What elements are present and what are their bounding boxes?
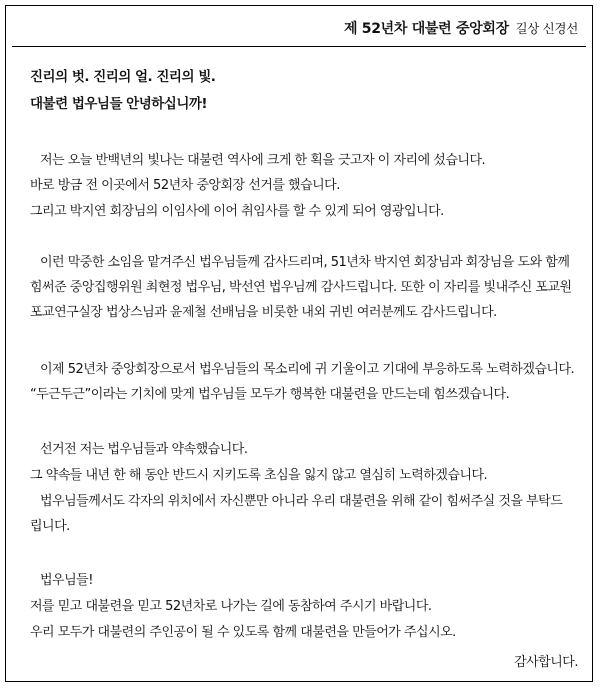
paragraph-5-line-2: 저를 믿고 대불련을 믿고 52년차로 나가는 길에 동참하여 주시기 바랍니다.	[30, 599, 432, 614]
paragraph-2-line-1: 이런 막중한 소임을 맡겨주신 법우님들께 감사드리며, 51년차 박지연 회장님과 회장님을 도와 함께	[40, 255, 570, 270]
document-header	[344, 18, 578, 38]
greeting-line-1: 진리의 벗. 진리의 얼. 진리의 빛.	[30, 69, 216, 85]
header-subtitle: 길상 신경선	[515, 21, 578, 36]
paragraph-2-line-3: 포교연구실장 법상스님과 윤제철 선배님을 비롯한 내외 귀빈 여러분께도 감사드립니다.	[30, 305, 497, 320]
paragraph-5-line-3: 우리 모두가 대불련의 주인공이 될 수 있도록 함께 대불련을 만들어가 주십시오.	[30, 625, 456, 640]
paragraph-4-line-4: 립니다.	[30, 519, 70, 534]
paragraph-4-line-2: 그 약속들 내년 한 해 동안 반드시 지키도록 초심을 잃지 않고 열심히 노력하겠습니다.	[30, 468, 488, 483]
header-title: 제 52년차 대불련 중앙회장	[344, 21, 509, 37]
greeting-line-2: 대불련 법우님들 안녕하십니까!	[30, 96, 208, 112]
header-divider	[12, 46, 586, 47]
paragraph-1-line-2: 바로 방금 전 이곳에서 52년차 중앙회장 선거를 했습니다.	[30, 178, 340, 193]
paragraph-1-line-3: 그리고 박지연 회장님의 이임사에 이어 취임사를 할 수 있게 되어 영광입니다.	[30, 204, 444, 219]
paragraph-2-line-2: 힘써준 중앙집행위원 최현정 법우님, 박선연 법우님께 감사드립니다. 또한 이 자리를 빛내주신 포교원	[30, 280, 572, 295]
paragraph-3-line-1: 이제 52년차 중앙회장으로서 법우님들의 목소리에 귀 기울이고 기대에 부응하도록 노력하겠습니다.	[40, 362, 575, 377]
paragraph-5-line-1: 법우님들!	[40, 573, 93, 588]
closing-line: 감사합니다.	[514, 655, 578, 670]
paragraph-3-line-2: “두근두근”이라는 기치에 맞게 법우님들 모두가 행복한 대불련을 만드는데 힘쓰겠습니다.	[30, 387, 510, 402]
paragraph-1-line-1: 저는 오늘 반백년의 빛나는 대불련 역사에 크게 한 획을 긋고자 이 자리에 섰습니다.	[40, 153, 486, 168]
paragraph-4-line-3: 법우님들께서도 각자의 위치에서 자신뿐만 아니라 우리 대불련을 위해 같이 힘써주실 것을 부탁드	[40, 494, 563, 509]
paragraph-4-line-1: 선거전 저는 법우님들과 약속했습니다.	[40, 442, 248, 457]
document-frame	[5, 5, 593, 682]
